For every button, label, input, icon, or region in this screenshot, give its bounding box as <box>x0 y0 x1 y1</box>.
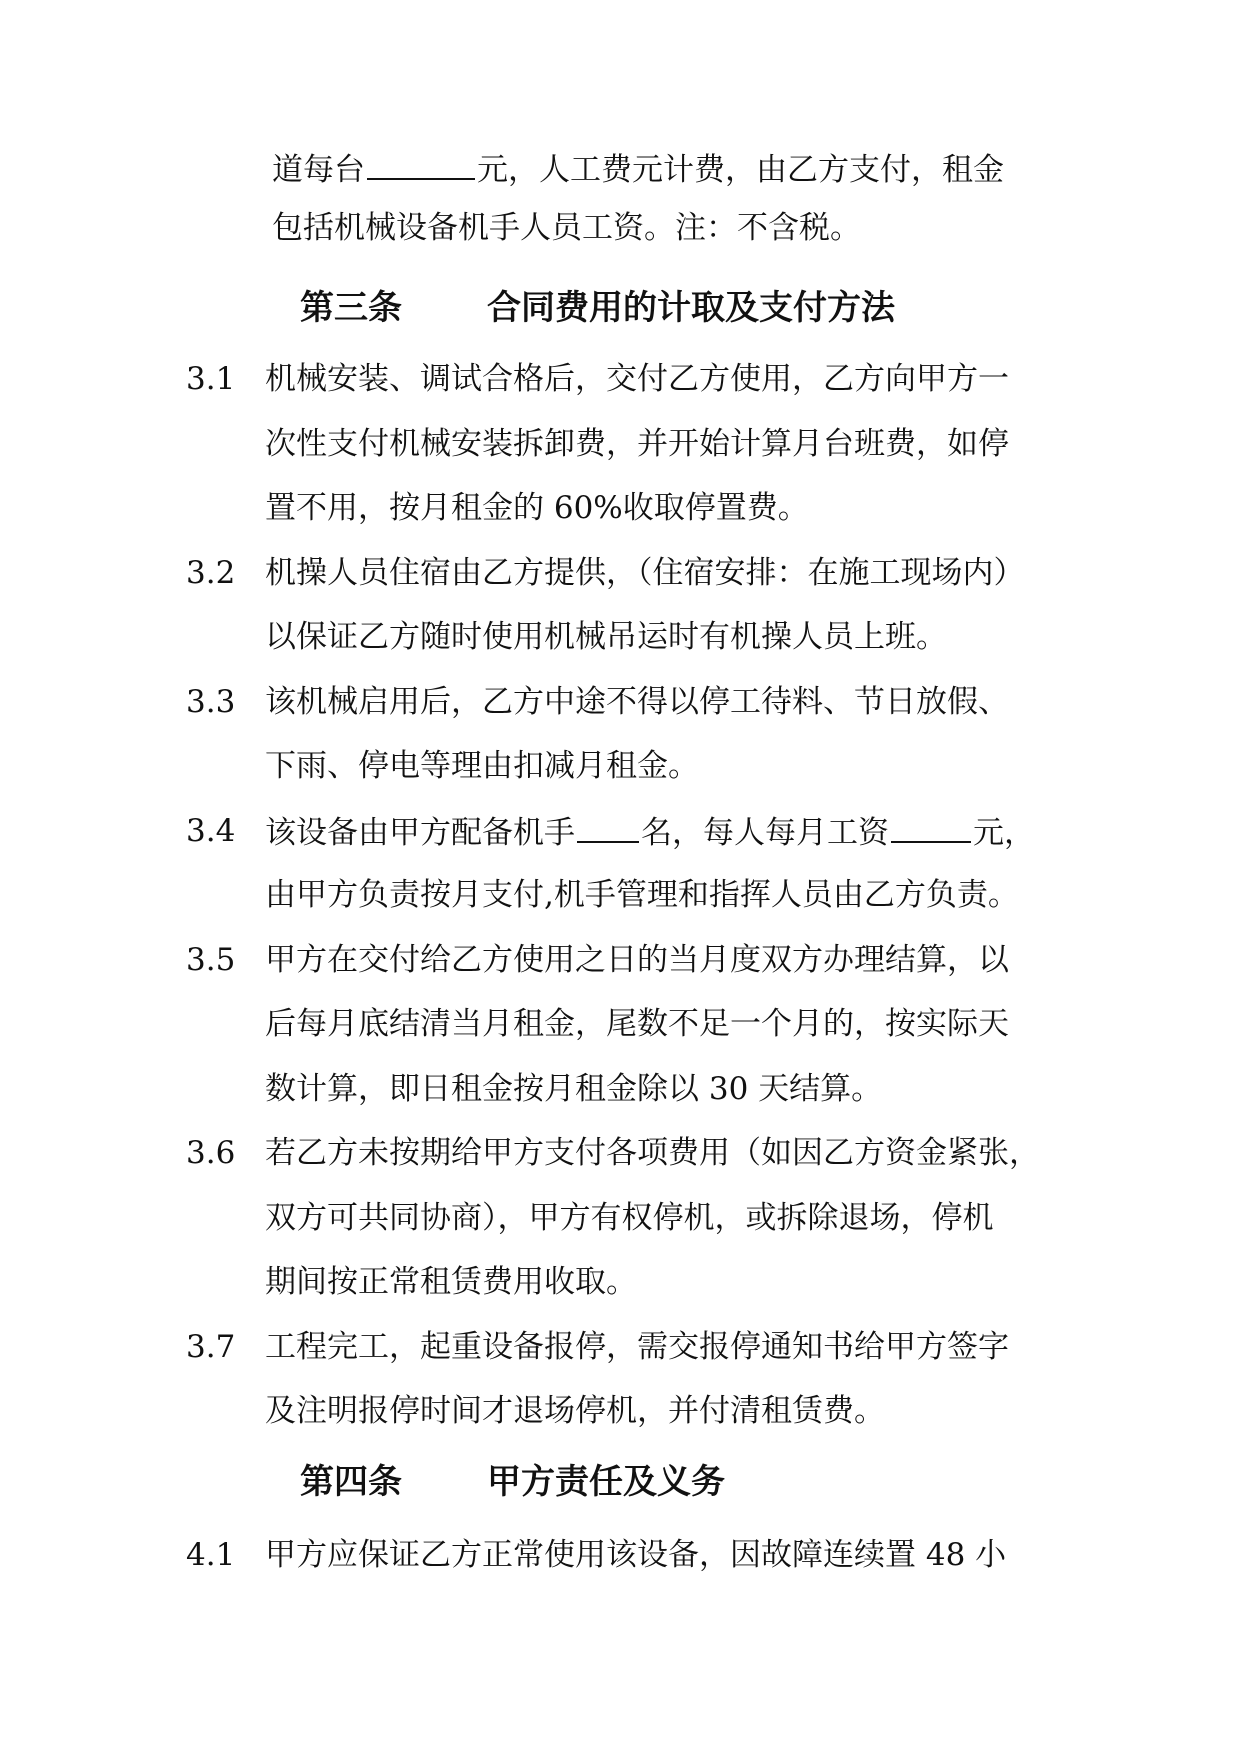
clause-line: 机操人员住宿由乙方提供，（住宿安排：在施工现场内） <box>265 555 1025 591</box>
clause-line: 及注明报停时间才退场停机，并付清租赁费。 <box>265 1393 885 1429</box>
clause-line: 后每月底结清当月租金，尾数不足一个月的，按实际天 <box>265 1006 1009 1042</box>
section-3-number: 第三条 <box>300 288 402 328</box>
clause-line: 期间按正常租赁费用收取。 <box>265 1264 637 1300</box>
section-4-title: 甲方责任及义务 <box>487 1462 725 1502</box>
clause-line: 该机械启用后，乙方中途不得以停工待料、节日放假、 <box>265 684 1009 720</box>
clause-line: 甲方应保证乙方正常使用该设备，因故障连续置 48 小 <box>265 1537 1007 1573</box>
section-4-number: 第四条 <box>300 1462 402 1502</box>
clause-number: 3.3 <box>186 684 236 720</box>
section-3-title: 合同费用的计取及支付方法 <box>487 288 895 328</box>
clause-line <box>265 811 1035 851</box>
blank-field[interactable] <box>891 811 971 843</box>
intro-line-2: 包括机械设备机手人员工资。注：不含税。 <box>272 210 861 246</box>
clause-line: 次性支付机械安装拆卸费，并开始计算月台班费，如停 <box>265 426 1009 462</box>
blank-field[interactable] <box>577 811 639 843</box>
intro-text: 元，人工费元计费，由乙方支付，租金 <box>477 152 1004 188</box>
clause-text: 元， <box>973 815 1035 851</box>
intro-text: 道每台 <box>272 152 365 188</box>
clause-line: 由甲方负责按月支付,机手管理和指挥人员由乙方负责。 <box>265 877 1019 913</box>
clause-number: 4.1 <box>186 1537 236 1573</box>
clause-text: 名，每人每月工资 <box>641 815 889 851</box>
clause-line: 双方可共同协商），甲方有权停机，或拆除退场，停机 <box>265 1200 994 1236</box>
intro-line-1 <box>272 148 1004 188</box>
clause-line: 下雨、停电等理由扣减月租金。 <box>265 748 699 784</box>
clause-line: 工程完工，起重设备报停，需交报停通知书给甲方签字 <box>265 1329 1009 1365</box>
clause-number: 3.6 <box>186 1135 236 1171</box>
clause-number: 3.4 <box>186 813 236 849</box>
clause-line: 机械安装、调试合格后，交付乙方使用，乙方向甲方一 <box>265 361 1009 397</box>
clause-number: 3.2 <box>186 555 236 591</box>
clause-line: 置不用，按月租金的 60%收取停置费。 <box>265 490 809 526</box>
clause-line: 若乙方未按期给甲方支付各项费用（如因乙方资金紧张， <box>265 1135 1040 1171</box>
clause-line: 以保证乙方随时使用机械吊运时有机操人员上班。 <box>265 619 947 655</box>
blank-field[interactable] <box>367 148 475 180</box>
clause-line: 数计算，即日租金按月租金除以 30 天结算。 <box>265 1071 883 1107</box>
clause-line: 甲方在交付给乙方使用之日的当月度双方办理结算，以 <box>265 942 1009 978</box>
clause-number: 3.5 <box>186 942 236 978</box>
clause-number: 3.1 <box>186 361 236 397</box>
clause-number: 3.7 <box>186 1329 236 1365</box>
clause-text: 该设备由甲方配备机手 <box>265 815 575 851</box>
